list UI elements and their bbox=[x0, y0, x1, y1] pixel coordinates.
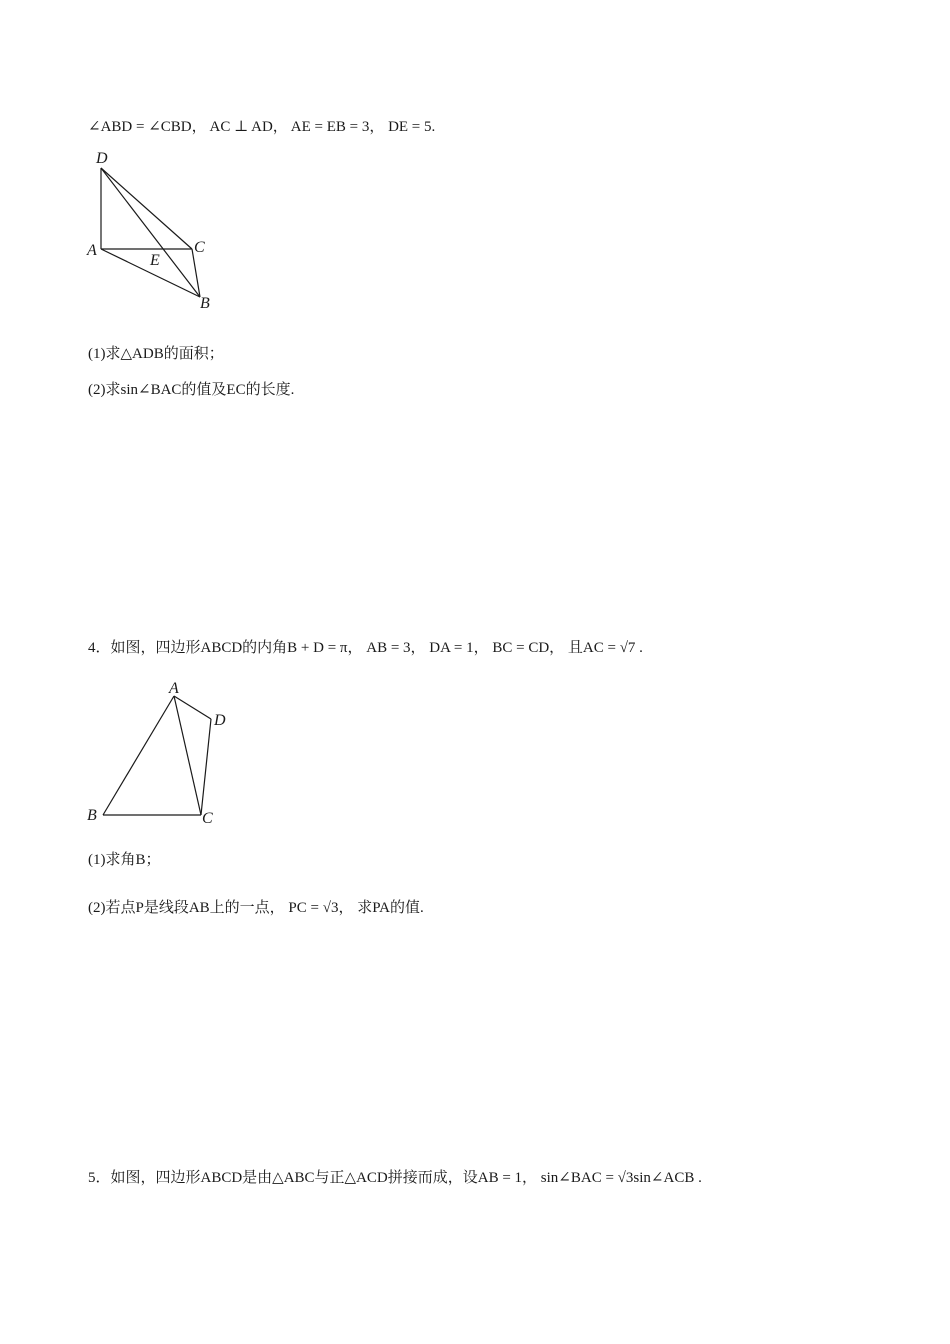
problem5-stem: 5．如图，四边形ABCD是由△ABC与正△ACD拼接而成，设AB = 1， sin∠BAC = √3sin∠ACB . bbox=[88, 1170, 702, 1186]
label-B: B bbox=[200, 295, 210, 312]
label-E: E bbox=[150, 252, 160, 269]
problem4-question2: (2)若点P是线段AB上的一点， PC = √3， 求PA的值. bbox=[88, 900, 424, 916]
segment-DC bbox=[201, 719, 211, 815]
label-D: D bbox=[214, 712, 226, 729]
segment-CB bbox=[192, 249, 200, 297]
problem3-question1: (1)求△ADB的面积； bbox=[88, 346, 224, 362]
label-A: A bbox=[87, 242, 97, 259]
label-A: A bbox=[169, 680, 179, 697]
segment-AC bbox=[174, 696, 201, 815]
label-C: C bbox=[194, 239, 205, 256]
problem4-question1: (1)求角B； bbox=[88, 852, 161, 868]
problem3-given: ∠ABD = ∠CBD， AC ⊥ AD， AE = EB = 3， DE = 5. bbox=[88, 119, 436, 135]
problem3-figure bbox=[84, 148, 224, 313]
segment-AB bbox=[103, 696, 174, 815]
label-C: C bbox=[202, 810, 213, 827]
problem4-stem: 4．如图，四边形ABCD的内角B + D = π， AB = 3， DA = 1， BC = CD， 且AC = √7 . bbox=[88, 640, 643, 656]
label-B: B bbox=[87, 807, 97, 824]
segment-DC bbox=[101, 168, 192, 249]
problem4-figure bbox=[84, 678, 244, 828]
segment-DB bbox=[101, 168, 200, 297]
segment-AD bbox=[174, 696, 211, 719]
problem3-question2: (2)求sin∠BAC的值及EC的长度. bbox=[88, 382, 295, 398]
label-D: D bbox=[96, 150, 108, 167]
